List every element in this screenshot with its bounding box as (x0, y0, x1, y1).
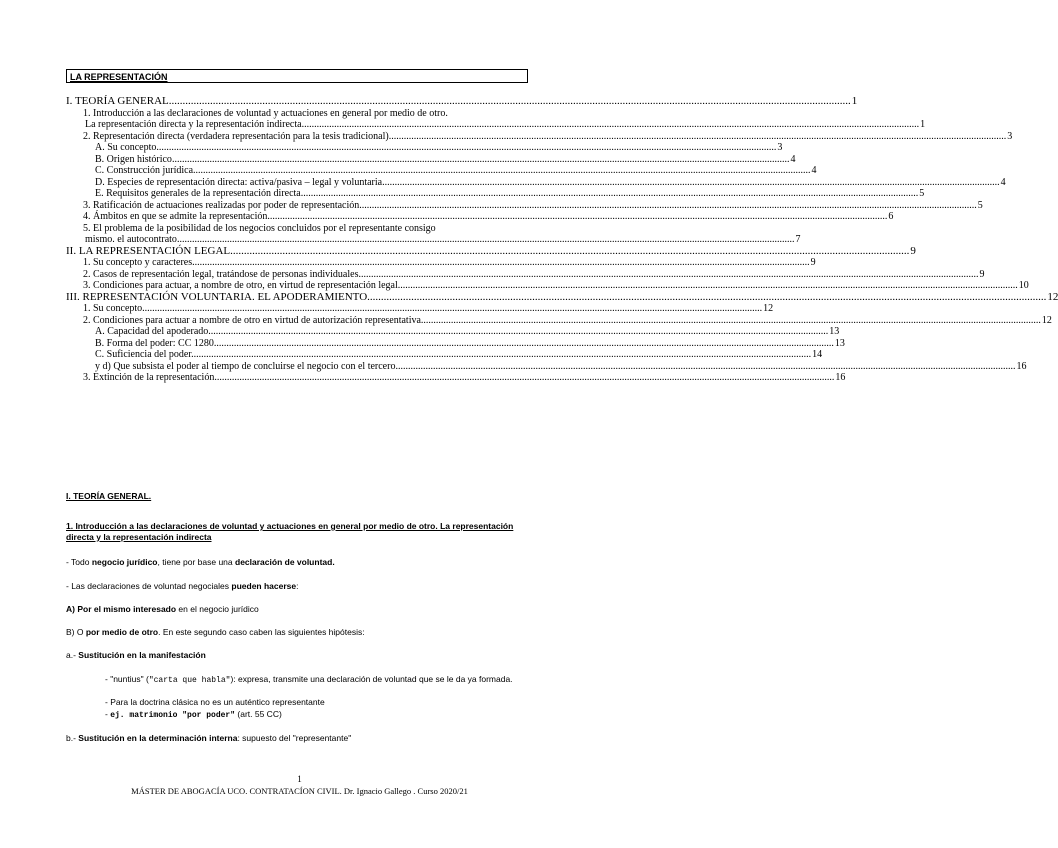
table-of-contents (66, 95, 1058, 384)
paragraph: B) O por medio de otro. En este segundo caso caben las siguientes hipótesis: (66, 627, 365, 637)
toc-entry[interactable]: 4. Ámbitos en que se admite la representación. ..... 6 (66, 211, 528, 223)
toc-entry[interactable]: La representación directa y la representación indirecta ..... 1 (66, 119, 528, 131)
toc-entry[interactable]: 3. Condiciones para actuar, a nombre de otro, en virtud de representación legal. ..... 10 (66, 280, 528, 292)
toc-entry[interactable]: mismo. el autocontrato ..... 7 (66, 234, 528, 246)
toc-entry[interactable]: E. Requisitos generales de la representación directa ..... 5 (66, 188, 528, 200)
page-number: 1 (297, 774, 302, 784)
toc-entry[interactable]: 1. Su concepto y caracteres ..... 9 (66, 257, 528, 269)
toc-entry[interactable]: 2. Condiciones para actuar a nombre de otro en virtud de autorización representativa. ..... 12 (66, 315, 528, 327)
paragraph: - Las declaraciones de voluntad negociales pueden hacerse: (66, 581, 299, 591)
toc-entry[interactable]: A. Su concepto. ..... 3 (66, 142, 528, 154)
list-item: - "nuntius" ("carta que habla"): expresa, transmite una declaración de voluntad que se le da ya formada. (105, 674, 513, 685)
paragraph: A) Por el mismo interesado en el negocio jurídico (66, 604, 259, 614)
toc-entry[interactable]: B. Forma del poder: CC 1280. ..... 13 (66, 338, 528, 350)
footer-text: MÁSTER DE ABOGACÍA UCO. CONTRATACÍON CIVIL. Dr. Ignacio Gallego . Curso 2020/21 (131, 786, 468, 796)
document-header-title: LA REPRESENTACIÓN (66, 69, 528, 83)
list-item: - Para la doctrina clásica no es un auténtico representante (105, 697, 325, 707)
toc-entry-line[interactable]: 5. El problema de la posibilidad de los negocios concluidos por el representante consigo (83, 222, 436, 234)
toc-entry[interactable]: 2. Casos de representación legal, tratándose de personas individuales. ..... 9 (66, 269, 528, 281)
paragraph: - Todo negocio jurídico, tiene por base una declaración de voluntad. (66, 557, 335, 567)
toc-entry[interactable]: 3. Ratificación de actuaciones realizadas por poder de representación ..... 5 (66, 200, 528, 212)
toc-entry[interactable]: D. Especies de representación directa: activa/pasiva – legal y voluntaria ..... 4 (66, 177, 528, 189)
list-item: - ej. matrimonio "por poder" (art. 55 CC) (105, 709, 282, 720)
subsection-heading: 1. Introducción a las declaraciones de voluntad y actuaciones en general por medio de otro. La representación directa y la representación indirecta (66, 521, 514, 542)
toc-entry-line[interactable]: 1. Introducción a las declaraciones de voluntad y actuaciones en general por medio de otro. (83, 107, 448, 119)
toc-entry[interactable]: C. Construcción jurídica ..... 4 (66, 165, 528, 177)
paragraph: a.- Sustitución en la manifestación (66, 650, 206, 660)
toc-entry[interactable]: II. LA REPRESENTACIÓN LEGAL ..... 9 (66, 246, 528, 258)
paragraph: b.- Sustitución en la determinación interna: supuesto del "representante" (66, 733, 352, 743)
toc-entry[interactable]: I. TEORÍA GENERAL. ..... 1 (66, 96, 528, 108)
toc-entry[interactable]: y d) Que subsista el poder al tiempo de concluirse el negocio con el tercero. ..... 16 (66, 361, 528, 373)
toc-entry[interactable]: 2. Representación directa (verdadera representación para la tesis tradicional) ..... 3 (66, 131, 528, 143)
toc-entry[interactable]: B. Origen histórico ..... 4 (66, 154, 528, 166)
toc-entry[interactable]: C. Suficiencia del poder. ..... 14 (66, 349, 528, 361)
toc-entry[interactable]: III. REPRESENTACIÓN VOLUNTARIA. EL APODERAMIENTO ..... 12 (66, 292, 528, 304)
section-heading: I. TEORÍA GENERAL. (66, 491, 152, 501)
toc-entry[interactable]: A. Capacidad del apoderado. ..... 13 (66, 326, 528, 338)
toc-entry[interactable]: 1. Su concepto. ..... 12 (66, 303, 528, 315)
toc-entry[interactable]: 3. Extinción de la representación. ..... 16 (66, 372, 528, 384)
